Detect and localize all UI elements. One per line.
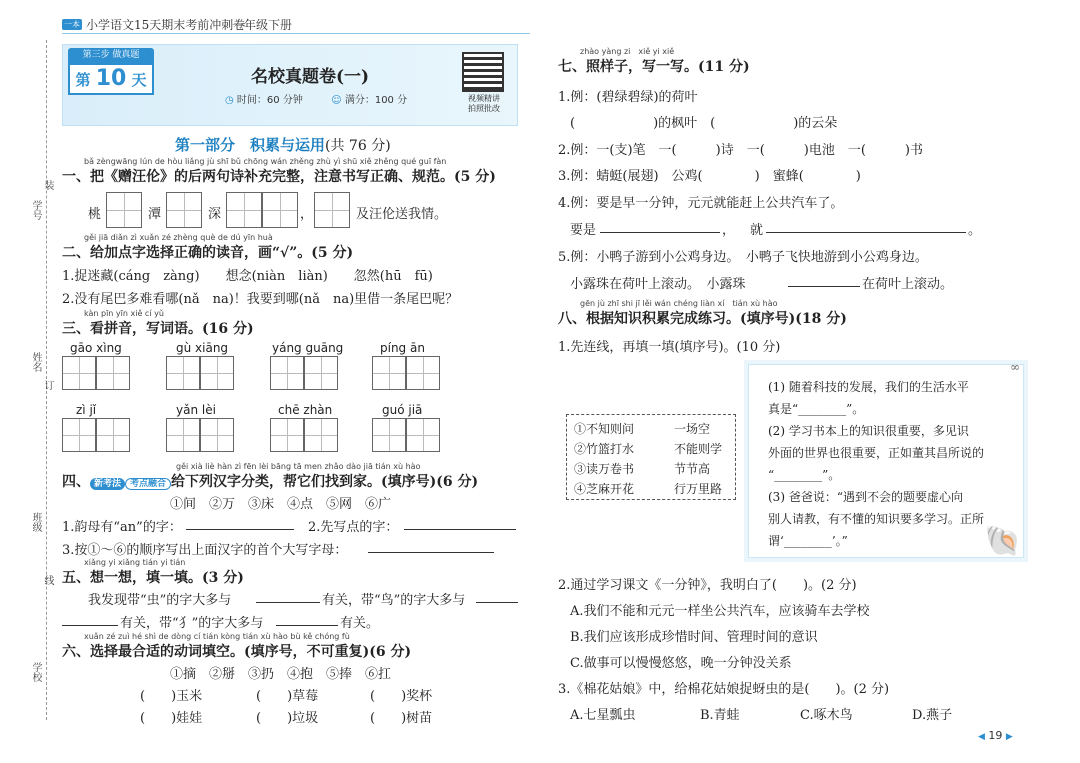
q7-line-1b[interactable]: ( )的枫叶 ( )的云朵 — [570, 116, 838, 131]
q3-box[interactable] — [62, 418, 96, 452]
q6-pinyin: xuǎn zé zuì hé shì de dòng cí tián kòng tián xù hào bù kě chóng fù — [84, 632, 350, 641]
bubbles-icon: ∞ — [1010, 360, 1020, 374]
q7-answer-5[interactable] — [788, 273, 860, 287]
q3-box[interactable] — [270, 418, 304, 452]
q4-prefix: 四、 — [62, 474, 90, 490]
part-title-text: 第一部分 积累与运用 — [175, 136, 326, 154]
q3-box[interactable] — [96, 418, 130, 452]
q2-line-2: 2.没有尾巴多难看哪(nǎ na)！我要到哪(nǎ na)里借一条尾巴呢？ — [62, 292, 459, 307]
prev-arrow-icon: ◀ — [978, 732, 985, 742]
q3-box[interactable] — [96, 356, 130, 390]
qr-code-icon[interactable] — [462, 52, 504, 92]
q2-pinyin: gěi jiā diǎn zì xuǎn zé zhèng què de dú yīn huà — [84, 233, 273, 242]
q3-box[interactable] — [62, 356, 96, 390]
q2-line-1: 1.捉迷藏(cáng zàng) 想念(niàn liàn) 忽然(hū fū) — [62, 269, 433, 284]
q3-box[interactable] — [166, 356, 200, 390]
q5-line-1b: 有关，带“鸟”的字大多与 — [322, 593, 466, 608]
day-badge — [68, 63, 154, 95]
q5-answer-1[interactable] — [256, 589, 320, 603]
shell-icon: 🐚 — [984, 524, 1022, 559]
grade-label: 一年级下册 — [232, 18, 293, 32]
q8-sub-2b[interactable]: B.我们应该形成珍惜时间、管理时间的意识 — [570, 630, 818, 645]
q3-pinyin-4: píng ān — [380, 341, 425, 355]
q3-box[interactable] — [304, 356, 338, 390]
margin-school: 学校 — [30, 662, 41, 682]
exam-score: 满分：100 分 — [344, 95, 408, 106]
new-method-badge: 新考法 — [90, 478, 125, 490]
page-number-value: 19 — [988, 729, 1003, 742]
score-icon: ☺ — [331, 95, 342, 106]
q3-box[interactable] — [200, 356, 234, 390]
header-divider — [62, 33, 530, 34]
q6-item-5[interactable]: ( )垃圾 — [256, 711, 319, 726]
q5-line-1a: 我发现带“虫”的字大多与 — [88, 593, 232, 608]
q3-box[interactable] — [200, 418, 234, 452]
exam-meta — [225, 91, 407, 106]
margin-class: 班级 — [30, 512, 41, 532]
margin-cut-1: 装 — [42, 180, 53, 190]
q6-options: ①摘 ②掰 ③扔 ④抱 ⑤捧 ⑥扛 — [170, 667, 392, 682]
q5-answer-2[interactable] — [476, 589, 518, 603]
q8-sub-3: 3.《棉花姑娘》中，给棉花姑娘捉蚜虫的是( )。(2 分) — [558, 682, 890, 697]
q6-item-4[interactable]: ( )娃娃 — [140, 711, 203, 726]
match-left-1[interactable]: ①不知则问 — [574, 422, 635, 436]
q4-line-1b: 2.先写点的字： — [308, 520, 399, 535]
part-points: (共 76 分) — [325, 138, 391, 154]
q7-pinyin: zhào yàng zi xiě yi xiě — [580, 47, 675, 56]
q3-box[interactable] — [166, 418, 200, 452]
q8-sub-3b[interactable]: B.青蛙 — [700, 708, 740, 723]
q8-sub-2a[interactable]: A.我们不能和元元一样坐公共汽车，应该骑车去学校 — [570, 604, 870, 619]
q7-answer-4b[interactable] — [766, 219, 966, 233]
q7-line-4b-d: 。 — [968, 223, 982, 238]
qr-caption — [458, 94, 510, 114]
q6-item-2[interactable]: ( )草莓 — [256, 689, 319, 704]
card-p3c[interactable]: 谓‘________’。” — [768, 534, 848, 548]
q8-pinyin: gēn jù zhī shi jī lěi wán chéng liàn xí tián xù hào — [580, 299, 778, 308]
q7-line-3[interactable]: 3.例：蜻蜓(展翅) 公鸡( ) 蜜蜂( ) — [558, 169, 861, 184]
card-p2a: (2) 学习书本上的知识很重要，多见识 — [768, 424, 969, 438]
q4-line-1a: 1.韵母有“an”的字： — [62, 520, 182, 535]
q7-line-5: 5.例：小鸭子游到小公鸡身边。 小鸭子飞快地游到小公鸡身边。 — [558, 250, 928, 265]
match-right-3[interactable]: 节节高 — [674, 462, 711, 476]
q1-char-1: 桃 — [88, 207, 102, 222]
q3-pinyin-1: gāo xìng — [70, 341, 122, 355]
match-left-2[interactable]: ②竹篮打水 — [574, 442, 635, 456]
q8-sub-3c[interactable]: C.啄木鸟 — [800, 708, 853, 723]
q7-line-5b-a: 小露珠在荷叶上滚动。 小露珠 — [570, 277, 746, 292]
q3-pinyin-8: guó jiā — [382, 403, 423, 417]
card-p3b: 别人请教，有不懂的知识要多学习。正所 — [768, 512, 985, 526]
next-arrow-icon: ▶ — [1005, 732, 1013, 742]
q1-title: 一、把《赠汪伦》的后两句诗补充完整，注意书写正确、规范。(5 分) — [62, 169, 496, 185]
q7-line-4b-b: ， — [722, 223, 736, 238]
exam-title: 名校真题卷(一) — [250, 67, 370, 87]
match-right-1[interactable]: 一场空 — [674, 422, 711, 436]
margin-cut-3: 线 — [42, 575, 53, 585]
day-suffix: 天 — [131, 71, 147, 89]
q5-answer-2b[interactable] — [62, 612, 118, 626]
q4-pinyin: gěi xià liè hàn zì fēn lèi bāng tā men zhǎo dào jiā tián xù hào — [176, 462, 421, 471]
q3-box[interactable] — [372, 356, 406, 390]
q7-answer-4a[interactable] — [600, 219, 720, 233]
q3-pinyin: kàn pīn yīn xiě cí yǔ — [84, 309, 164, 318]
match-right-4[interactable]: 行万里路 — [674, 482, 723, 496]
q6-item-3[interactable]: ( )奖杯 — [370, 689, 433, 704]
page-number — [978, 729, 1013, 742]
q3-box[interactable] — [406, 356, 440, 390]
q1-answer-box[interactable] — [314, 192, 350, 228]
q1-comma: ， — [300, 207, 314, 222]
q7-line-5b-b: 在荷叶上滚动。 — [862, 277, 954, 292]
q3-pinyin-7: chē zhàn — [278, 403, 333, 417]
qr-caption-line2: 拍照批改 — [468, 104, 500, 113]
q8-sub-1: 1.先连线，再填一填(填序号)。(10 分) — [558, 340, 781, 355]
q8-sub-3a[interactable]: A.七星瓢虫 — [570, 708, 636, 723]
q3-box[interactable] — [372, 418, 406, 452]
q1-tail: 及汪伦送我情。 — [356, 207, 448, 222]
card-p2b: 外面的世界也很重要，正如董其昌所说的 — [768, 446, 985, 460]
q1-answer-box[interactable] — [106, 192, 142, 228]
q5-answer-3[interactable] — [276, 612, 338, 626]
part-title — [175, 134, 391, 155]
q1-answer-box[interactable] — [226, 192, 262, 228]
q1-answer-box[interactable] — [262, 192, 298, 228]
q5-title: 五、想一想，填一填。(3 分) — [62, 570, 244, 586]
margin-cut-2: 订 — [42, 380, 53, 390]
q4-answer-2[interactable] — [404, 516, 516, 530]
q3-pinyin-3: yáng guāng — [272, 341, 344, 355]
q4-options: ①间 ②万 ③床 ④点 ⑤网 ⑥广 — [170, 497, 392, 512]
q5-line-2b: 有关。 — [340, 616, 380, 631]
card-p3a: (3) 爸爸说：“遇到不会的题要虚心向 — [768, 490, 963, 504]
q8-sub-2: 2.通过学习课文《一分钟》，我明白了( )。(2 分) — [558, 578, 857, 593]
margin-name: 姓名 — [30, 352, 41, 372]
match-right-2[interactable]: 不能则学 — [674, 442, 723, 456]
q7-line-1: 1.例：(碧绿碧绿)的荷叶 — [558, 90, 698, 105]
q1-char-3: 深 — [208, 207, 222, 222]
q3-box[interactable] — [304, 418, 338, 452]
q2-title: 二、给加点字选择正确的读音，画“√”。(5 分) — [62, 245, 354, 261]
day-prefix: 第 — [75, 71, 91, 89]
qr-caption-line1: 视频精讲 — [468, 94, 500, 103]
q3-box[interactable] — [270, 356, 304, 390]
q6-title: 六、选择最合适的动词填空。(填序号，不可重复)(6 分) — [62, 644, 412, 660]
clock-icon: ◷ — [225, 95, 234, 106]
day-number: 10 — [95, 66, 127, 91]
q7-title: 七、照样子，写一写。(11 分) — [558, 59, 750, 75]
card-p1b[interactable]: 真是“________”。 — [768, 402, 865, 416]
q5-line-2a: 有关，带“犭”的字大多与 — [120, 616, 264, 631]
q3-box[interactable] — [406, 418, 440, 452]
q5-pinyin: xiǎng yi xiǎng tián yi tián — [84, 558, 186, 567]
q7-line-4b-c: 就 — [750, 223, 764, 238]
series-logo: 一本 — [64, 20, 80, 29]
q3-pinyin-2: gù xiāng — [176, 341, 229, 355]
q7-line-2[interactable]: 2.例：一(支)笔 一( )诗 一( )电池 一( )书 — [558, 143, 923, 158]
integration-badge: 考点融合 — [125, 478, 171, 490]
q7-line-4: 4.例：要是早一分钟，元元就能赶上公共汽车了。 — [558, 196, 844, 211]
match-left-3[interactable]: ③读万卷书 — [574, 462, 635, 476]
q1-answer-box[interactable] — [166, 192, 202, 228]
q8-sub-2c[interactable]: C.做事可以慢慢悠悠，晚一分钟没关系 — [570, 656, 792, 671]
q1-pinyin: bǎ zèngwāng lún de hòu liǎng jù shī bǔ chōng wán zhěng zhù yì shū xiě zhěng qué guī fàn — [84, 157, 447, 166]
q3-pinyin-6: yǎn lèi — [176, 403, 216, 417]
q3-pinyin-5: zì jǐ — [76, 403, 97, 417]
q4-title — [62, 471, 478, 491]
q1-char-2: 潭 — [148, 207, 162, 222]
q4-line-2: 3.按①～⑥的顺序写出上面汉字的首个大写字母： — [62, 543, 348, 558]
exam-time: 时间：60 分钟 — [236, 95, 303, 106]
q8-title: 八、根据知识积累完成练习。(填序号)(18 分) — [558, 311, 847, 327]
match-left-4[interactable]: ④芝麻开花 — [574, 482, 635, 496]
margin-student-number: 学号 — [30, 200, 41, 220]
q4-answer-1[interactable] — [186, 516, 294, 530]
step-tag: 第三步 做真题 — [68, 48, 154, 63]
q6-item-1[interactable]: ( )玉米 — [140, 689, 203, 704]
q4-text: 给下列汉字分类，帮它们找到家。(填序号)(6 分) — [171, 474, 479, 490]
q6-item-6[interactable]: ( )树苗 — [370, 711, 433, 726]
q4-answer-3[interactable] — [368, 539, 494, 553]
q8-sub-3d[interactable]: D.燕子 — [912, 708, 953, 723]
series-title: 小学语文15天期末考前冲刺卷 — [86, 18, 246, 32]
q3-title: 三、看拼音，写词语。(16 分) — [62, 321, 254, 337]
q7-line-4b-a: 要是 — [570, 223, 597, 238]
card-p2c[interactable]: “________”。 — [768, 468, 841, 482]
card-p1a: (1) 随着科技的发展，我们的生活水平 — [768, 380, 969, 394]
